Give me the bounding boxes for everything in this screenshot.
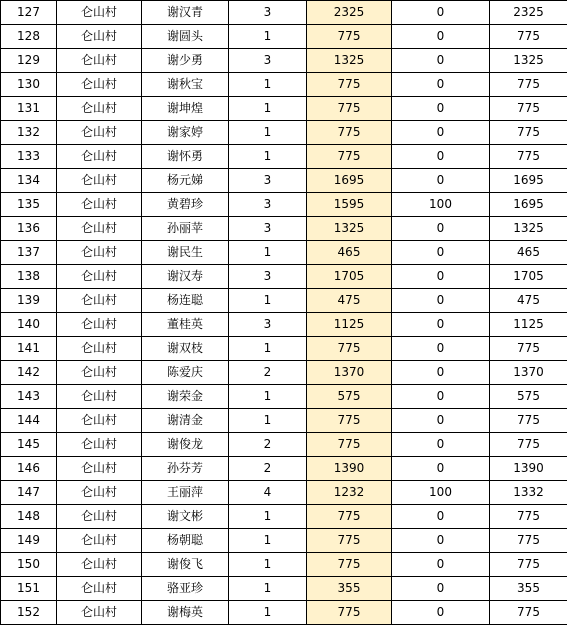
total-cell: 1325	[490, 217, 567, 241]
amount-cell: 775	[307, 409, 392, 433]
extra-cell: 0	[392, 553, 490, 577]
name-cell: 陈爱庆	[142, 361, 229, 385]
count-cell: 1	[229, 409, 307, 433]
amount-cell: 775	[307, 145, 392, 169]
table-row	[1, 553, 567, 577]
amount-cell: 775	[307, 121, 392, 145]
count-cell: 1	[229, 337, 307, 361]
extra-cell: 0	[392, 577, 490, 601]
amount-cell: 1325	[307, 217, 392, 241]
village-cell: 仑山村	[57, 49, 142, 73]
table-row	[1, 97, 567, 121]
total-cell: 355	[490, 577, 567, 601]
extra-cell: 0	[392, 49, 490, 73]
amount-cell: 775	[307, 337, 392, 361]
amount-cell: 775	[307, 505, 392, 529]
count-cell: 1	[229, 505, 307, 529]
village-cell: 仑山村	[57, 361, 142, 385]
name-cell: 谢汉青	[142, 1, 229, 25]
row-index-cell: 139	[1, 289, 57, 313]
total-cell: 775	[490, 529, 567, 553]
total-cell: 1390	[490, 457, 567, 481]
village-cell: 仑山村	[57, 193, 142, 217]
total-cell: 1370	[490, 361, 567, 385]
name-cell: 谢俊飞	[142, 553, 229, 577]
count-cell: 1	[229, 97, 307, 121]
name-cell: 谢文彬	[142, 505, 229, 529]
village-cell: 仑山村	[57, 577, 142, 601]
row-index-cell: 130	[1, 73, 57, 97]
name-cell: 孙丽苹	[142, 217, 229, 241]
total-cell: 475	[490, 289, 567, 313]
village-cell: 仑山村	[57, 385, 142, 409]
amount-cell: 1390	[307, 457, 392, 481]
amount-cell: 775	[307, 601, 392, 625]
total-cell: 575	[490, 385, 567, 409]
row-index-cell: 127	[1, 1, 57, 25]
row-index-cell: 147	[1, 481, 57, 505]
village-cell: 仑山村	[57, 145, 142, 169]
table-row	[1, 529, 567, 553]
name-cell: 谢双枝	[142, 337, 229, 361]
count-cell: 1	[229, 289, 307, 313]
name-cell: 杨朝聪	[142, 529, 229, 553]
count-cell: 1	[229, 73, 307, 97]
count-cell: 2	[229, 361, 307, 385]
amount-cell: 475	[307, 289, 392, 313]
table-row	[1, 265, 567, 289]
total-cell: 775	[490, 505, 567, 529]
extra-cell: 0	[392, 289, 490, 313]
total-cell: 1332	[490, 481, 567, 505]
village-cell: 仑山村	[57, 1, 142, 25]
total-cell: 775	[490, 97, 567, 121]
amount-cell: 775	[307, 553, 392, 577]
name-cell: 谢圆头	[142, 25, 229, 49]
count-cell: 1	[229, 241, 307, 265]
amount-cell: 775	[307, 529, 392, 553]
row-index-cell: 132	[1, 121, 57, 145]
table-row	[1, 505, 567, 529]
extra-cell: 0	[392, 385, 490, 409]
amount-cell: 1232	[307, 481, 392, 505]
amount-cell: 775	[307, 73, 392, 97]
name-cell: 孙芬芳	[142, 457, 229, 481]
name-cell: 黄碧珍	[142, 193, 229, 217]
row-index-cell: 141	[1, 337, 57, 361]
amount-cell: 775	[307, 25, 392, 49]
count-cell: 1	[229, 553, 307, 577]
total-cell: 1695	[490, 193, 567, 217]
total-cell: 1695	[490, 169, 567, 193]
amount-cell: 1705	[307, 265, 392, 289]
amount-cell: 355	[307, 577, 392, 601]
name-cell: 谢俊龙	[142, 433, 229, 457]
extra-cell: 0	[392, 169, 490, 193]
amount-cell: 1595	[307, 193, 392, 217]
total-cell: 1705	[490, 265, 567, 289]
extra-cell: 0	[392, 97, 490, 121]
village-cell: 仑山村	[57, 289, 142, 313]
row-index-cell: 143	[1, 385, 57, 409]
table-body	[1, 1, 567, 625]
total-cell: 1325	[490, 49, 567, 73]
name-cell: 谢清金	[142, 409, 229, 433]
count-cell: 3	[229, 49, 307, 73]
extra-cell: 0	[392, 121, 490, 145]
name-cell: 谢汉寿	[142, 265, 229, 289]
row-index-cell: 131	[1, 97, 57, 121]
total-cell: 775	[490, 73, 567, 97]
extra-cell: 0	[392, 25, 490, 49]
village-cell: 仑山村	[57, 505, 142, 529]
amount-cell: 1695	[307, 169, 392, 193]
name-cell: 谢少勇	[142, 49, 229, 73]
row-index-cell: 145	[1, 433, 57, 457]
row-index-cell: 146	[1, 457, 57, 481]
village-cell: 仑山村	[57, 481, 142, 505]
total-cell: 1125	[490, 313, 567, 337]
row-index-cell: 137	[1, 241, 57, 265]
count-cell: 1	[229, 121, 307, 145]
total-cell: 775	[490, 553, 567, 577]
extra-cell: 0	[392, 217, 490, 241]
village-cell: 仑山村	[57, 217, 142, 241]
extra-cell: 0	[392, 505, 490, 529]
name-cell: 谢家婷	[142, 121, 229, 145]
table-row	[1, 193, 567, 217]
table-row	[1, 49, 567, 73]
count-cell: 2	[229, 457, 307, 481]
count-cell: 4	[229, 481, 307, 505]
row-index-cell: 128	[1, 25, 57, 49]
row-index-cell: 148	[1, 505, 57, 529]
name-cell: 杨元娣	[142, 169, 229, 193]
total-cell: 775	[490, 601, 567, 625]
table-row	[1, 313, 567, 337]
row-index-cell: 136	[1, 217, 57, 241]
amount-cell: 1325	[307, 49, 392, 73]
extra-cell: 0	[392, 361, 490, 385]
table-row	[1, 385, 567, 409]
total-cell: 775	[490, 337, 567, 361]
amount-cell: 465	[307, 241, 392, 265]
extra-cell: 0	[392, 265, 490, 289]
village-cell: 仑山村	[57, 337, 142, 361]
extra-cell: 0	[392, 457, 490, 481]
row-index-cell: 144	[1, 409, 57, 433]
name-cell: 杨连聪	[142, 289, 229, 313]
amount-cell: 775	[307, 433, 392, 457]
table-row	[1, 145, 567, 169]
total-cell: 775	[490, 121, 567, 145]
amount-cell: 1370	[307, 361, 392, 385]
table-row	[1, 601, 567, 625]
name-cell: 董桂英	[142, 313, 229, 337]
count-cell: 3	[229, 1, 307, 25]
count-cell: 1	[229, 25, 307, 49]
total-cell: 465	[490, 241, 567, 265]
village-cell: 仑山村	[57, 97, 142, 121]
count-cell: 3	[229, 169, 307, 193]
table-row	[1, 361, 567, 385]
table-row	[1, 577, 567, 601]
table-row	[1, 433, 567, 457]
village-cell: 仑山村	[57, 121, 142, 145]
count-cell: 3	[229, 313, 307, 337]
village-cell: 仑山村	[57, 313, 142, 337]
count-cell: 1	[229, 577, 307, 601]
table-row	[1, 481, 567, 505]
total-cell: 775	[490, 145, 567, 169]
amount-cell: 775	[307, 97, 392, 121]
table-row	[1, 289, 567, 313]
village-cell: 仑山村	[57, 529, 142, 553]
village-cell: 仑山村	[57, 433, 142, 457]
table-row	[1, 337, 567, 361]
extra-cell: 0	[392, 433, 490, 457]
count-cell: 3	[229, 193, 307, 217]
total-cell: 775	[490, 25, 567, 49]
table-row	[1, 241, 567, 265]
total-cell: 775	[490, 433, 567, 457]
village-cell: 仑山村	[57, 25, 142, 49]
total-cell: 775	[490, 409, 567, 433]
row-index-cell: 150	[1, 553, 57, 577]
village-cell: 仑山村	[57, 457, 142, 481]
amount-cell: 575	[307, 385, 392, 409]
name-cell: 王丽萍	[142, 481, 229, 505]
table-row	[1, 1, 567, 25]
row-index-cell: 151	[1, 577, 57, 601]
row-index-cell: 129	[1, 49, 57, 73]
row-index-cell: 138	[1, 265, 57, 289]
total-cell: 2325	[490, 1, 567, 25]
amount-cell: 2325	[307, 1, 392, 25]
extra-cell: 0	[392, 73, 490, 97]
extra-cell: 100	[392, 481, 490, 505]
table-row	[1, 169, 567, 193]
row-index-cell: 140	[1, 313, 57, 337]
count-cell: 1	[229, 529, 307, 553]
table-row	[1, 121, 567, 145]
row-index-cell: 142	[1, 361, 57, 385]
village-cell: 仑山村	[57, 265, 142, 289]
table-row	[1, 25, 567, 49]
village-cell: 仑山村	[57, 241, 142, 265]
extra-cell: 0	[392, 337, 490, 361]
row-index-cell: 133	[1, 145, 57, 169]
count-cell: 3	[229, 217, 307, 241]
count-cell: 1	[229, 385, 307, 409]
row-index-cell: 149	[1, 529, 57, 553]
count-cell: 1	[229, 601, 307, 625]
row-index-cell: 134	[1, 169, 57, 193]
name-cell: 骆亚珍	[142, 577, 229, 601]
name-cell: 谢坤煌	[142, 97, 229, 121]
extra-cell: 0	[392, 145, 490, 169]
village-cell: 仑山村	[57, 601, 142, 625]
extra-cell: 0	[392, 601, 490, 625]
name-cell: 谢梅英	[142, 601, 229, 625]
name-cell: 谢秋宝	[142, 73, 229, 97]
row-index-cell: 152	[1, 601, 57, 625]
name-cell: 谢荣金	[142, 385, 229, 409]
extra-cell: 0	[392, 241, 490, 265]
village-cell: 仑山村	[57, 409, 142, 433]
table-row	[1, 217, 567, 241]
count-cell: 3	[229, 265, 307, 289]
amount-cell: 1125	[307, 313, 392, 337]
village-cell: 仑山村	[57, 73, 142, 97]
extra-cell: 0	[392, 529, 490, 553]
extra-cell: 0	[392, 409, 490, 433]
count-cell: 2	[229, 433, 307, 457]
table-row	[1, 73, 567, 97]
extra-cell: 100	[392, 193, 490, 217]
name-cell: 谢怀勇	[142, 145, 229, 169]
table-row	[1, 409, 567, 433]
row-index-cell: 135	[1, 193, 57, 217]
count-cell: 1	[229, 145, 307, 169]
table-row	[1, 457, 567, 481]
village-cell: 仑山村	[57, 169, 142, 193]
extra-cell: 0	[392, 313, 490, 337]
name-cell: 谢民生	[142, 241, 229, 265]
extra-cell: 0	[392, 1, 490, 25]
village-cell: 仑山村	[57, 553, 142, 577]
